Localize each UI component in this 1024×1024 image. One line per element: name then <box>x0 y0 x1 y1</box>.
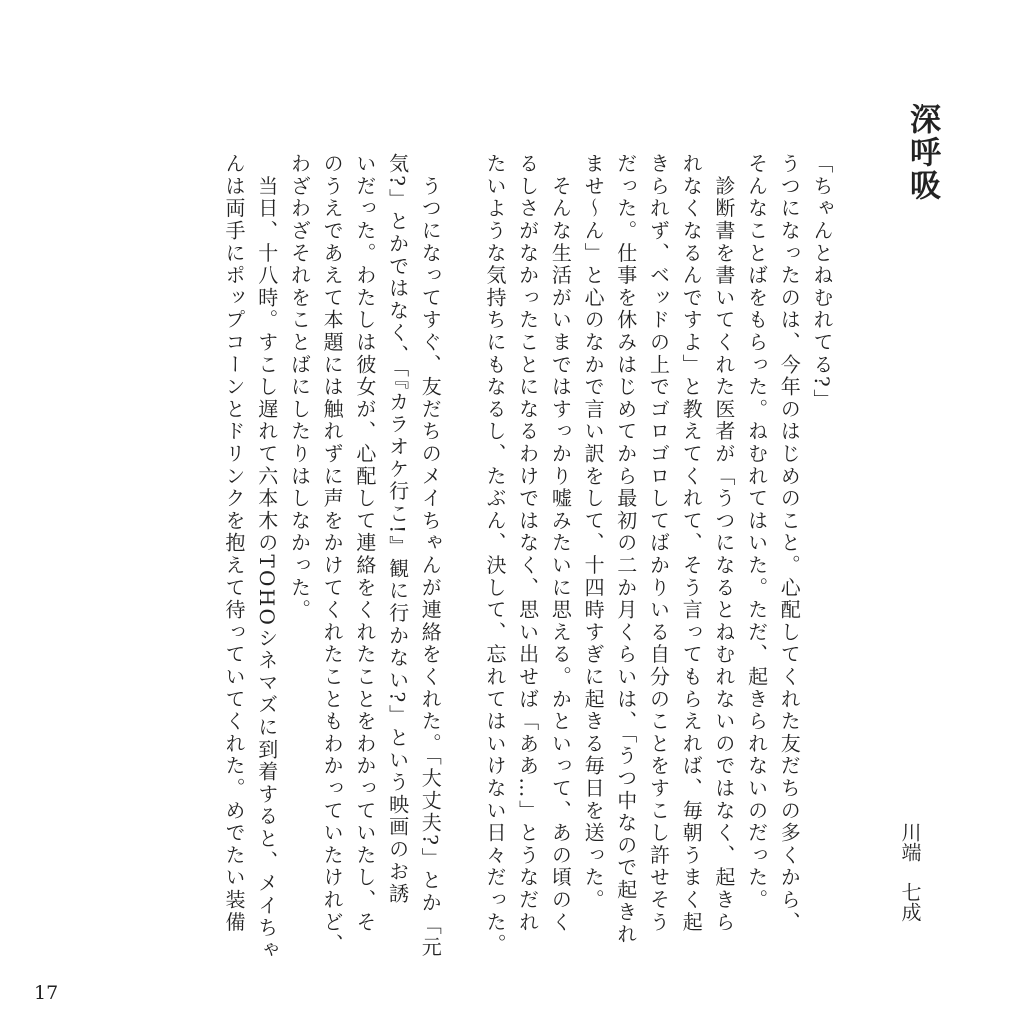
body-line: たいような気持ちにもなるし、たぶん、決して、忘れてはいけない日々だった。 <box>482 153 507 956</box>
body-line: わざわざそれをことばにしたりはしなかった。 <box>287 153 312 622</box>
body-line: のうえであえて本題には触れずに声をかけてくれたこともわかっていたけれど、 <box>320 153 345 956</box>
body-line: きられず、ベッドの上でゴロゴロしてばかりいる自分のことをすこし許せそう <box>646 153 671 934</box>
body-line: れなくなるんですよ」と教えてくれて、そう言ってもらえれば、毎朝うまく起 <box>679 153 704 934</box>
paragraph-gap <box>446 153 478 943</box>
body-line: そんなことばをもらった。ねむれてはいた。ただ、起きられないのだった。 <box>744 153 769 912</box>
body-line: 「ちゃんとねむれてる?」 <box>810 153 834 412</box>
body-line: んは両手にポップコーンとドリンクを抱えて待っていてくれた。めでたい装備 <box>222 153 247 934</box>
body-line: うつになったのは、今年のはじめのこと。心配してくれた友だちの多くから、 <box>777 153 802 934</box>
body-line: ませ～ん」と心のなかで言い訳をして、十四時すぎに起きる毎日を送った。 <box>581 153 606 912</box>
essay-title: 深呼吸 <box>904 103 940 202</box>
essay-body <box>217 153 838 962</box>
body-line: 診断書を書いてくれた医者が「うつになるとねむれないのではなく、起きら <box>711 153 736 934</box>
body-line: るしさがなかったことになるわけではなく、思い出せば「ああ…」とうなだれ <box>515 153 540 934</box>
body-line: だった。仕事を休みはじめてから最初の二か月くらいは、「うつ中なので起きれ <box>613 153 638 946</box>
page-number: 17 <box>34 982 59 1004</box>
body-line: 当日、十八時。すこし遅れて六本木のTOHOシネマズに到着すると、メイちゃ <box>254 153 279 962</box>
body-line: 気?」とかではなく、「『カラオケ行こ!』観に行かない?」という映画のお誘 <box>385 153 410 906</box>
author-name: 川端 七成 <box>898 822 922 922</box>
body-line: いだった。わたしは彼女が、心配して連絡をくれたことをわかっていたし、そ <box>352 153 377 934</box>
body-line: そんな生活がいまではすっかり嘘みたいに思える。かといって、あの頃のく <box>548 153 573 934</box>
body-line: うつになってすぐ、友だちのメイちゃんが連絡をくれた。「大丈夫?」とか「元 <box>418 153 443 959</box>
